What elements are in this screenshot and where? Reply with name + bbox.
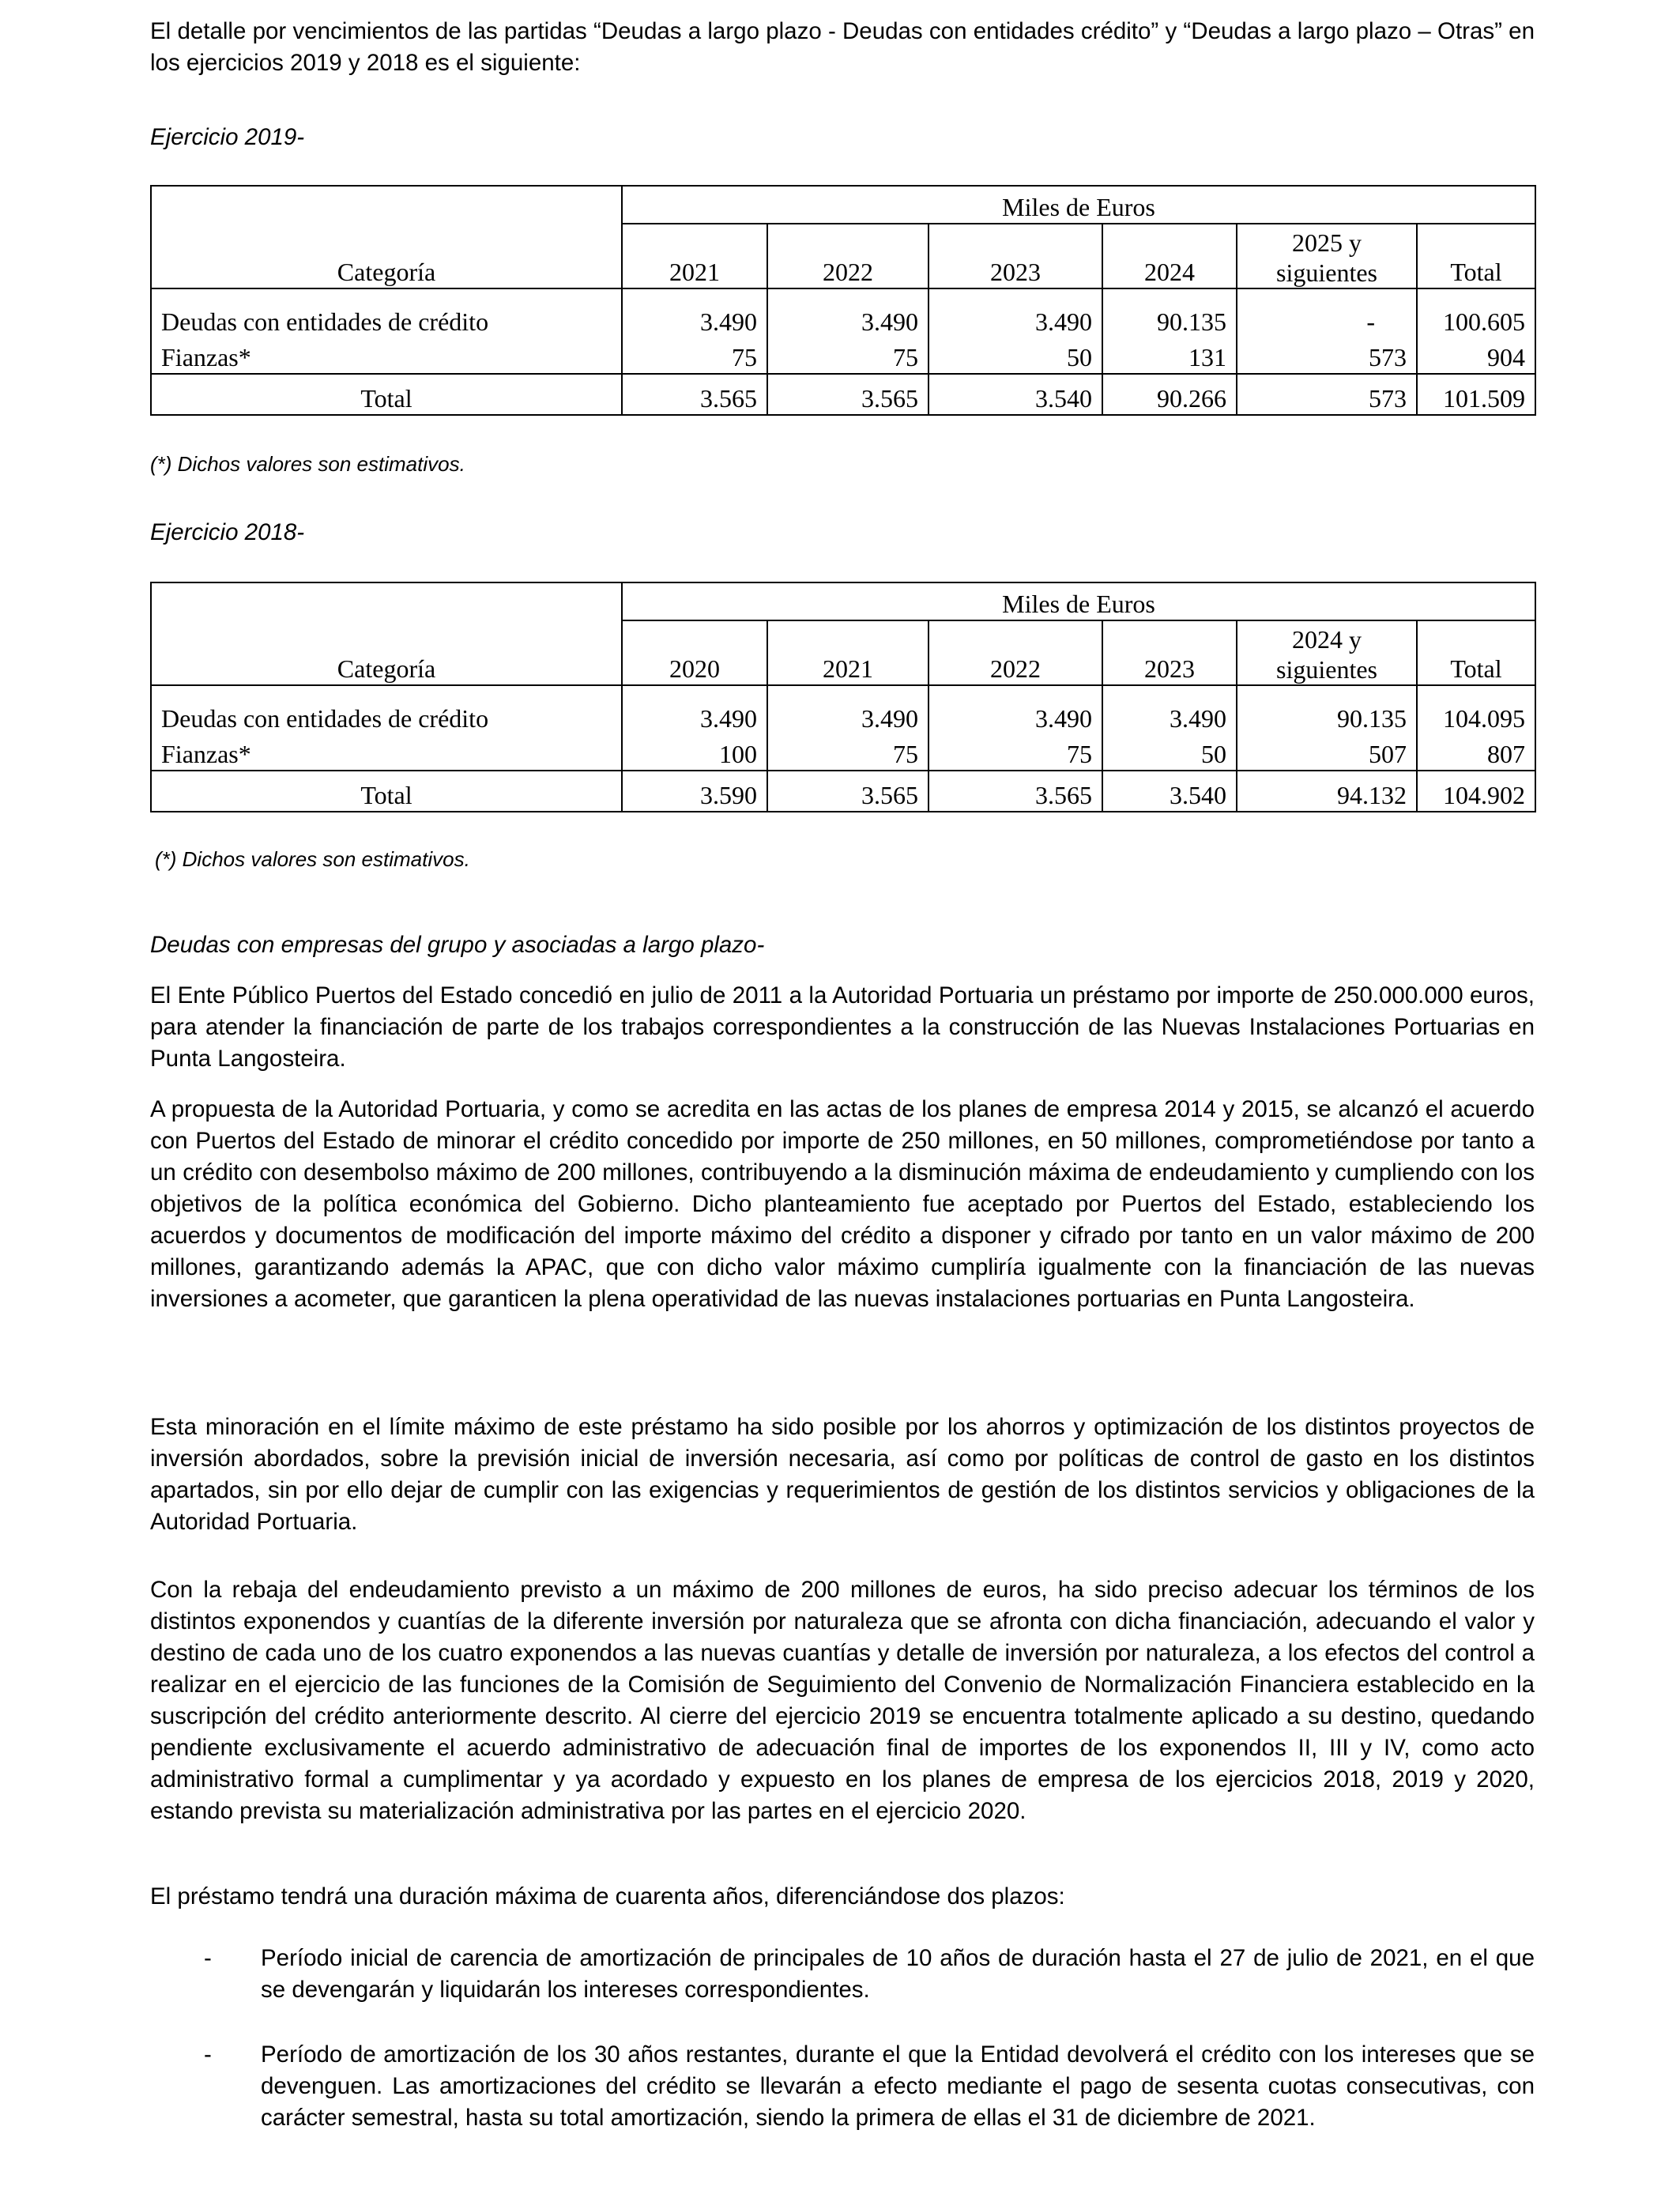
cell: 50 [1102,734,1237,771]
intro-paragraph: El detalle por vencimientos de las partidas “Deudas a largo plazo - Deudas con entidades crédito” y “Deudas a largo plazo – Otras” en los ejercicios 2019 y 2018 es el siguiente: [150,18,1535,76]
section-heading: Deudas con empresas del grupo y asociadas a largo plazo- [150,932,765,958]
list-item [150,2039,1535,2134]
table-2018-note: (*) Dichos valores son estimativos. [155,847,470,871]
table-2018-category-header: Categoría [151,620,622,685]
cell: 104.095 [1417,685,1535,734]
paragraph: A propuesta de la Autoridad Portuaria, y como se acredita en las actas de los planes de empresa 2014 y 2015, se alcanzó el acuerdo con Puertos del Estado de minorar el crédito concedido por importe de 250 millones, en 50 millones, comprometiéndose por tanto a un crédito con desembolso máximo de 200 millones, contribuyendo a la disminución máxima de endeudamiento y cumpliendo con los objetivos de la política económica del Gobierno. Dicho planteamiento fue aceptado por Puertos del Estado, estableciendo los acuerdos y documentos de modificación del importe máximo del crédito a disponer y cifrado por tanto en un valor máximo de 200 millones, garantizando además la APAC, que con dicho valor máximo cumpliría igualmente con la financiación de las nuevas inversiones a acometer, que garanticen la plena operatividad de las nuevas instalaciones portuarias en Punta Langosteira. [150,1096,1535,1312]
cell: - [1237,288,1417,337]
cell: 75 [929,734,1102,771]
cell: 3.490 [929,685,1102,734]
table-2019-year-header: 2023 [929,224,1102,288]
total-label: Total [151,374,622,415]
bullet-text: Período de amortización de los 30 años restantes, durante el que la Entidad devolverá el crédito con los intereses que se devenguen. Las amortizaciones del crédito se llevarán a efecto mediante el pago de sesenta cuotas consecutivas, con carácter semestral, hasta su total amortización, siendo la primera de ellas el 31 de diciembre de 2021. [261,2041,1535,2131]
table-2019-note: (*) Dichos valores son estimativos. [150,452,465,476]
cell: 94.132 [1237,771,1417,812]
cell: 3.490 [622,288,767,337]
cell: 3.490 [767,685,929,734]
table-2018-year-header: 2023 [1102,620,1237,685]
table-2019 [150,185,1536,416]
cell: 75 [767,734,929,771]
table-2018-group-header: Miles de Euros [622,582,1535,620]
row-label: Deudas con entidades de crédito [151,288,622,337]
table-2019-category-header: Categoría [151,224,622,288]
table-2018 [150,582,1536,812]
table-row [151,685,1535,734]
cell: 75 [767,337,929,374]
table-total-row [151,374,1535,415]
cell: 3.490 [767,288,929,337]
cell: 3.540 [1102,771,1237,812]
cell: 90.135 [1237,685,1417,734]
table-2019-year-header: 2021 [622,224,767,288]
bullet-text: Período inicial de carencia de amortización de principales de 10 años de duración hasta el 27 de julio de 2021, en el que se devengarán y liquidarán los intereses correspondientes. [261,1945,1535,2003]
cell: 3.540 [929,374,1102,415]
bullet-dash: - [204,2041,212,2068]
table-2019-later-header: 2025 y siguientes [1237,224,1417,288]
cell: 573 [1237,337,1417,374]
cell: 3.565 [767,374,929,415]
paragraph: El préstamo tendrá una duración máxima de cuarenta años, diferenciándose dos plazos: [150,1883,1065,1909]
paragraph: Esta minoración en el límite máximo de este préstamo ha sido posible por los ahorros y optimización de los distintos proyectos de inversión abordados, sobre la previsión inicial de inversión necesaria, así como por políticas de control de gasto en los distintos apartados, sin por ello dejar de cumplir con las exigencias y requerimientos de gestión de los distintos servicios y obligaciones de la Autoridad Portuaria. [150,1414,1535,1535]
cell: 904 [1417,337,1535,374]
cell: 3.565 [929,771,1102,812]
cell: 100 [622,734,767,771]
cell: 90.135 [1102,288,1237,337]
table-2018-year-header: 2020 [622,620,767,685]
cell: 507 [1237,734,1417,771]
cell: 3.565 [767,771,929,812]
cell: 3.490 [622,685,767,734]
cell: 131 [1102,337,1237,374]
table-2018-heading: Ejercicio 2018- [150,519,305,545]
cell: 3.490 [929,288,1102,337]
cell: 573 [1237,374,1417,415]
list-item [150,1943,1535,2006]
table-2019-year-header: 2022 [767,224,929,288]
cell: 50 [929,337,1102,374]
table-2019-total-header: Total [1417,224,1535,288]
table-row [151,734,1535,771]
table-2019-heading: Ejercicio 2019- [150,124,305,150]
table-2018-total-header: Total [1417,620,1535,685]
cell: 90.266 [1102,374,1237,415]
cell: 807 [1417,734,1535,771]
paragraph: El Ente Público Puertos del Estado concedió en julio de 2011 a la Autoridad Portuaria un préstamo por importe de 250.000.000 euros, para atender la financiación de parte de los trabajos correspondientes a la construcción de las Nuevas Instalaciones Portuarias en Punta Langosteira. [150,982,1535,1072]
total-label: Total [151,771,622,812]
cell: 100.605 [1417,288,1535,337]
table-row [151,337,1535,374]
table-2018-later-header: 2024 y siguientes [1237,620,1417,685]
table-total-row [151,771,1535,812]
cell: 3.490 [1102,685,1237,734]
table-2018-year-header: 2022 [929,620,1102,685]
table-2018-year-header: 2021 [767,620,929,685]
cell: 3.565 [622,374,767,415]
cell: 75 [622,337,767,374]
cell: 104.902 [1417,771,1535,812]
bullet-dash: - [204,1945,212,1971]
row-label: Fianzas* [151,734,622,771]
row-label: Fianzas* [151,337,622,374]
cell: 101.509 [1417,374,1535,415]
cell: 3.590 [622,771,767,812]
table-row [151,288,1535,337]
table-2019-group-header: Miles de Euros [622,186,1535,224]
paragraph: Con la rebaja del endeudamiento previsto a un máximo de 200 millones de euros, ha sido preciso adecuar los términos de los distintos exponendos y cuantías de la diferente inversión por naturaleza que se afronta con dicha financiación, adecuando el valor y destino de cada uno de los cuatro exponendos a las nuevas cuantías y detalle de inversión por naturaleza, a los efectos del control a realizar en el ejercicio de las funciones de la Comisión de Seguimiento del Convenio de Normalización Financiera establecido en la suscripción del crédito anteriormente descrito. Al cierre del ejercicio 2019 se encuentra totalmente aplicado a su destino, quedando pendiente exclusivamente el acuerdo administrativo de adecuación final de importes de los exponendos II, III y IV, como acto administrativo formal a cumplimentar y ya acordado y expuesto en los planes de empresa de los ejercicios 2018, 2019 y 2020, estando prevista su materialización administrativa por las partes en el ejercicio 2020. [150,1577,1535,1824]
table-2019-year-header: 2024 [1102,224,1237,288]
row-label: Deudas con entidades de crédito [151,685,622,734]
